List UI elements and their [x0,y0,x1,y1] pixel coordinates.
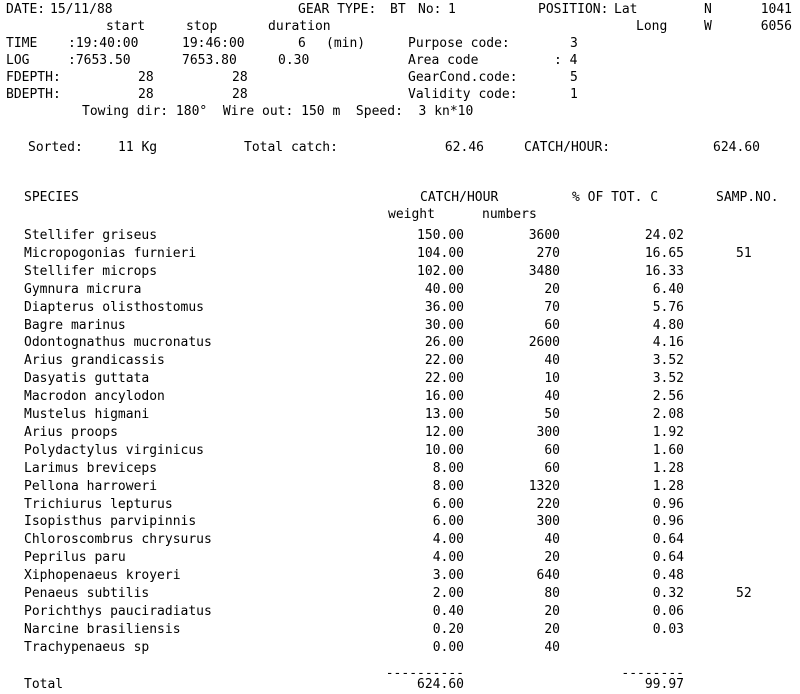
numbers-value: 20 [544,621,560,637]
pct-value: 0.48 [652,568,684,584]
table-row [0,550,800,568]
time-unit: (min) [326,36,366,51]
numbers-value: 60 [544,442,560,458]
weight-value: 0.00 [432,639,464,655]
numbers-value: 270 [536,245,560,261]
weight-value: 2.00 [432,586,464,601]
species-name: Mustelus higmani [24,407,150,422]
table-row [0,300,800,318]
weight-header: weight [388,207,435,222]
area-value: : 4 [554,53,578,68]
total-catch-label: Total catch: [244,140,338,155]
pct-value: 16.33 [644,263,684,279]
species-name: Arius grandicassis [24,353,165,369]
catch-hour-value: 624.60 [713,140,760,155]
species-name: Macrodon ancylodon [24,389,165,405]
table-row [0,264,800,282]
time-duration: 6 [298,36,306,51]
weight-value: 22.00 [424,371,464,387]
numbers-header: numbers [482,207,537,222]
time-start: :19:40:00 [68,36,139,51]
species-name: Trichiurus lepturus [24,496,173,512]
time-stop: 19:46:00 [182,36,245,51]
numbers-value: 640 [536,568,560,584]
pct-value: 0.64 [652,550,684,566]
numbers-value: 50 [544,407,560,422]
weight-rule: ---------- [385,666,464,681]
total-pct: 99.97 [644,677,684,692]
weight-value: 36.00 [424,299,464,315]
species-name: Narcine brasiliensis [24,621,181,637]
table-row [0,407,800,425]
species-name: Isopisthus parvipinnis [24,514,197,530]
towing-line: Towing dir: 180° Wire out: 150 m Speed: 3 kn*10 [82,104,474,119]
species-name: Bagre marinus [24,317,126,333]
numbers-value: 20 [544,550,560,566]
table-row [0,461,800,479]
gear-type-value: BT [390,2,406,17]
pct-value: 0.96 [652,514,684,530]
no-label: No: [418,2,442,17]
bdepth-start: 28 [138,87,154,102]
weight-value: 13.00 [424,407,464,422]
pct-value: 1.60 [652,442,684,458]
col-stop: stop [186,19,218,34]
pct-value: 0.96 [652,496,684,512]
table-row [0,228,800,246]
table-row [0,443,800,461]
numbers-value: 3600 [528,228,560,243]
species-name: Penaeus subtilis [24,586,150,601]
fdepth-start: 28 [138,70,154,85]
log-start: :7653.50 [68,53,131,68]
table-row [0,318,800,336]
weight-value: 6.00 [432,514,464,530]
weight-value: 8.00 [432,460,464,476]
position-label: POSITION: [538,2,609,17]
species-name: Odontognathus mucronatus [24,335,212,351]
weight-value: 102.00 [417,263,464,279]
purpose-label: Purpose code: [408,36,510,51]
table-row [0,532,800,550]
species-name: Chloroscombrus chrysurus [24,532,212,548]
date-value: 15/11/88 [50,2,113,17]
numbers-value: 80 [544,586,560,601]
weight-value: 10.00 [424,442,464,458]
total-catch-value: 62.46 [444,140,484,155]
numbers-value: 300 [536,514,560,530]
pct-value: 2.08 [652,407,684,422]
numbers-value: 300 [536,424,560,440]
weight-value: 22.00 [424,353,464,369]
bdepth-stop: 28 [232,87,248,102]
species-name: Stellifer microps [24,263,158,279]
pct-value: 3.52 [652,371,684,387]
table-row [0,604,800,622]
table-row [0,479,800,497]
numbers-value: 70 [544,299,560,315]
catch-hour-header: CATCH/HOUR [420,190,499,205]
pct-value: 0.32 [652,586,684,601]
weight-value: 150.00 [417,228,464,243]
numbers-value: 3480 [528,263,560,279]
species-name: Polydactylus virginicus [24,442,205,458]
numbers-value: 1320 [528,478,560,494]
fdepth-stop: 28 [232,70,248,85]
species-name: Xiphopenaeus kroyeri [24,568,181,584]
samp-header: SAMP.NO. [716,190,779,205]
species-name: Dasyatis guttata [24,371,150,387]
table-row [0,497,800,515]
pct-value: 1.28 [652,460,684,476]
lat-label: Lat [614,2,638,17]
bdepth-label: BDEPTH: [6,87,61,102]
weight-value: 40.00 [424,281,464,297]
total-weight: 624.60 [417,677,464,692]
col-start: start [106,19,146,34]
weight-value: 0.40 [432,603,464,619]
log-stop: 7653.80 [182,53,237,68]
table-row [0,425,800,443]
table-row [0,371,800,389]
gearcond-label: GearCond.code: [408,70,518,85]
table-row [0,640,800,658]
pct-value: 5.76 [652,299,684,315]
numbers-value: 40 [544,389,560,405]
table-row [0,246,800,264]
purpose-value: 3 [570,36,578,51]
pct-value: 4.16 [652,335,684,351]
numbers-value: 60 [544,317,560,333]
species-name: Larimus breviceps [24,460,158,476]
gear-type-label: GEAR TYPE: [298,2,377,17]
lat-value: 1041 [760,2,792,17]
pct-header: % OF TOT. C [572,190,659,205]
pct-value: 24.02 [644,228,684,243]
pct-value: 1.28 [652,478,684,494]
log-label: LOG [6,53,30,68]
weight-value: 104.00 [417,245,464,261]
no-value: 1 [448,2,456,17]
gearcond-value: 5 [570,70,578,85]
numbers-value: 10 [544,371,560,387]
validity-value: 1 [570,87,578,102]
fdepth-label: FDEPTH: [6,70,61,85]
species-name: Porichthys pauciradiatus [24,603,212,619]
pct-value: 0.06 [652,603,684,619]
numbers-value: 20 [544,281,560,297]
pct-value: 6.40 [652,281,684,297]
pct-value: 1.92 [652,424,684,440]
pct-value: 2.56 [652,389,684,405]
species-name: Arius proops [24,424,118,440]
pct-value: 3.52 [652,353,684,369]
weight-value: 12.00 [424,424,464,440]
weight-value: 30.00 [424,317,464,333]
date-label: DATE: [6,2,46,17]
weight-value: 0.20 [432,621,464,637]
time-label: TIME [6,36,38,51]
table-row [0,586,800,604]
pct-value: 0.64 [652,532,684,548]
species-name: Trachypenaeus sp [24,639,150,655]
table-row [0,353,800,371]
species-name: Stellifer griseus [24,228,158,243]
weight-value: 8.00 [432,478,464,494]
weight-value: 16.00 [424,389,464,405]
numbers-value: 220 [536,496,560,512]
long-hemisphere: W [704,19,712,34]
species-name: Diapterus olisthostomus [24,299,205,315]
table-row [0,389,800,407]
pct-rule: -------- [621,666,684,681]
numbers-value: 40 [544,532,560,548]
table-row [0,335,800,353]
col-duration: duration [268,19,331,34]
log-duration: 0.30 [278,53,310,68]
pct-value: 16.65 [644,245,684,261]
total-label: Total [24,677,64,692]
numbers-value: 40 [544,639,560,655]
weight-value: 3.00 [432,568,464,584]
table-row [0,514,800,532]
numbers-value: 40 [544,353,560,369]
catch-hour-label: CATCH/HOUR: [524,140,611,155]
numbers-value: 20 [544,603,560,619]
weight-value: 4.00 [432,550,464,566]
species-header: SPECIES [24,190,79,205]
area-label: Area code [408,53,479,68]
sorted-label: Sorted: [28,140,83,155]
long-value: 6056 [760,19,792,34]
weight-value: 6.00 [432,496,464,512]
pct-value: 0.03 [652,621,684,637]
species-name: Micropogonias furnieri [24,245,197,261]
numbers-value: 2600 [528,335,560,351]
sorted-value: 11 Kg [118,140,158,155]
table-row [0,622,800,640]
long-label: Long [636,19,668,34]
species-name: Gymnura micrura [24,281,142,297]
samp-value: 52 [736,586,752,601]
table-row [0,282,800,300]
samp-value: 51 [736,245,752,261]
pct-value: 4.80 [652,317,684,333]
weight-value: 26.00 [424,335,464,351]
table-row [0,568,800,586]
numbers-value: 60 [544,460,560,476]
species-name: Peprilus paru [24,550,126,566]
lat-hemisphere: N [704,2,712,17]
species-name: Pellona harroweri [24,478,158,494]
weight-value: 4.00 [432,532,464,548]
validity-label: Validity code: [408,87,518,102]
